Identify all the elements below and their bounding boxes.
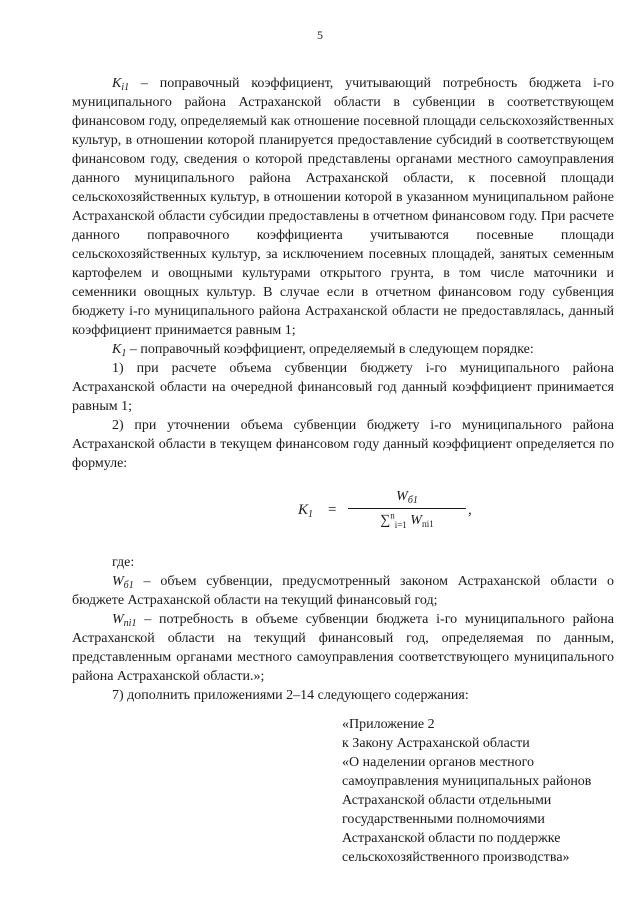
formula-numerator: $W_{б1}$ [396,489,418,506]
appendix-line: государственными полномочиями [342,812,545,827]
paragraph-wpi1: $W_{пi1}$ – потребность в объеме субвенции бюджета i-го муниципального района Астраханской области на текущий финансовый год, определяемая по данным, представленным органами местного самоуправления соответствующего муниципального района Астраханской области.»; [72,612,614,684]
paragraph-wb1: $W_{б1}$ – объем субвенции, предусмотренный законом Астраханской области о бюджете Астраханской области на текущий финансовый год; [72,574,614,608]
symbol-wpi1: $W_{пi1}$ [112,612,137,629]
symbol-wb1: $W_{б1}$ [112,574,134,591]
paragraph-ki1: $K_{i1}$ – поправочный коэффициент, учитывающий потребность бюджета i-го муниципального района Астраханской области в субвенции в соответствующем финансовом году, определяемый как отношение посевной площади сельскохозяйственных культур, в отношении которой планируется предоставление субсидий в соответствующем финансовом году, сведения о которой представлены органами местного самоуправления данного муниципального района Астраханской области, к посевной площади сельскохозяйственных культур, в отношении которой в указанном муниципальном районе Астраханской области субсидии предоставлены в отчетном финансовом году. При расчете данного поправочного коэффициента учитываются посевные площади сельскохозяйственных культур, за исключением посевных площадей, занятых семенным картофелем и овощными культурами открытого грунта, в том числе маточники и семенники овощных культур. В случае если в отчетном финансовом году субвенция бюджету i-го муниципального района Астраханской области не предоставлялась, данный коэффициент принимается равным 1; [72,76,614,338]
appendix-line: Астраханской области отдельными [342,793,552,808]
document-body [72,74,614,867]
appendix-line: самоуправления муниципальных районов [342,774,592,789]
formula-equals: = [328,502,337,518]
appendix-line: «О наделении органов местного [342,755,535,770]
appendix-line: сельскохозяйственного производства» [342,850,570,865]
appendix-line: «Приложение 2 [342,717,435,732]
formula-fraction [348,487,466,530]
paragraph-k1: $K_1$ – поправочный коэффициент, определяемый в следующем порядке: [112,342,534,359]
formula-k1 [72,487,614,533]
symbol-k1: $K_1$ [112,342,127,359]
appendix-line: Астраханской области по поддержке [342,831,561,846]
appendix-header [342,715,614,867]
page-number: 5 [317,28,323,42]
paragraph-item-2: 2) при уточнении объема субвенции бюджету i-го муниципального района Астраханской области в текущем финансовом году данный коэффициент определяется по формуле: [72,418,614,471]
symbol-ki1: $K_{i1}$ [112,76,130,93]
paragraph-where: где: [112,555,135,570]
paragraph-item-1: 1) при расчете объема субвенции бюджету i-го муниципального района Астраханской области на очередной финансовый год данный коэффициент принимается равным 1; [72,361,614,414]
formula-comma: , [468,502,472,518]
appendix-line: к Закону Астраханской области [342,736,530,751]
paragraph-item-7: 7) дополнить приложениями 2–14 следующего содержания: [112,688,469,703]
formula-denominator: ∑$^n_{i=1}$ $W_{пi1}$ [380,510,434,530]
formula-lhs: $K_1$ [298,502,314,520]
